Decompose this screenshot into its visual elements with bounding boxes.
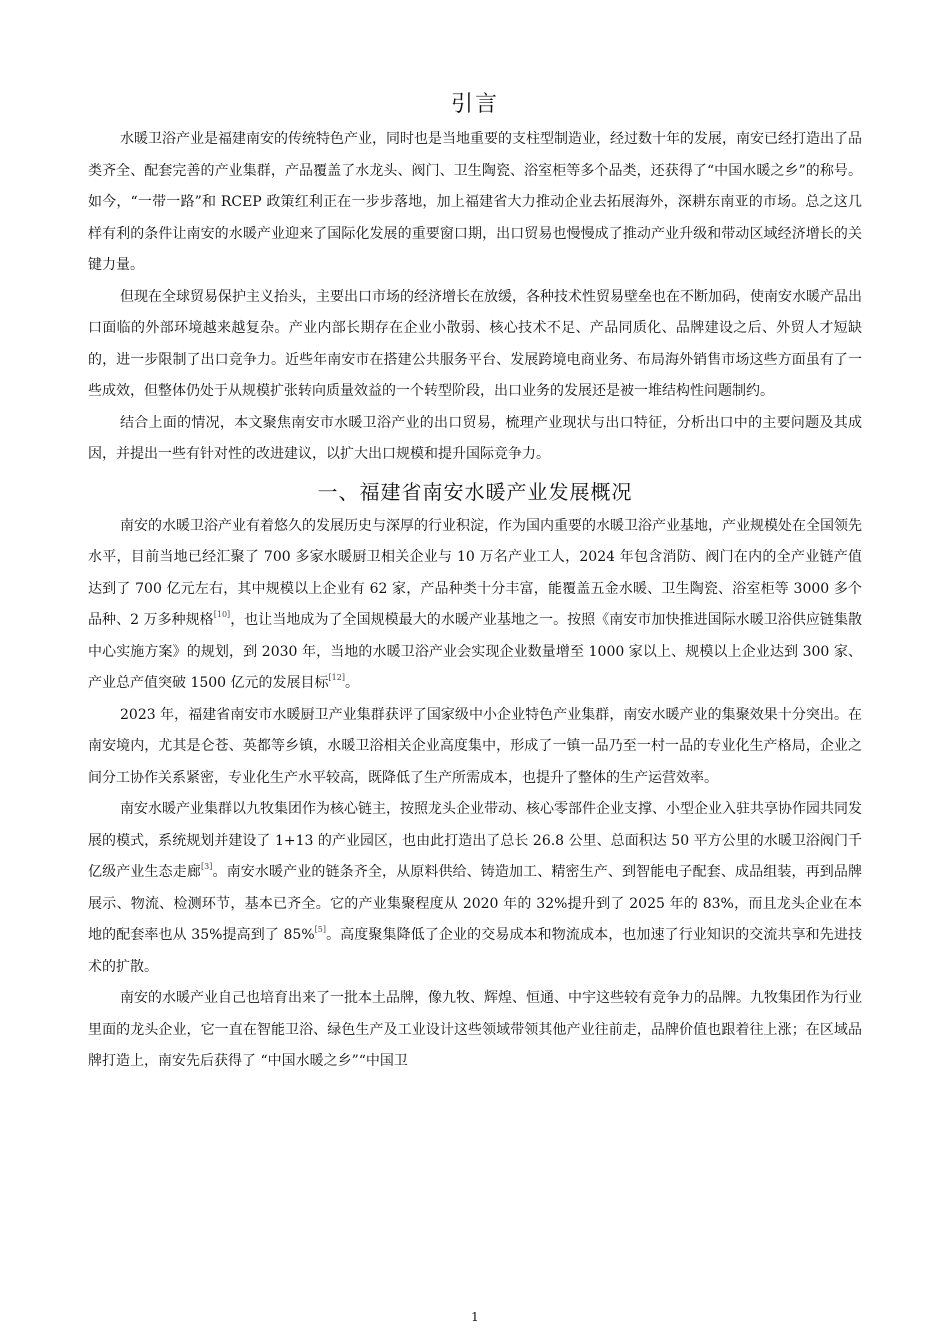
paragraph-text: 南安水暖产业集群以九牧集团作为核心链主，按照龙头企业带动、核心零部件企业支撑、小型企业入驻共享协作园共同发展的模式，系统规划并建设了 1+13 的产业园区，也由此打造出了总长 26.8 公里、总面积达 50 平方公里的水暖卫浴阀门千亿级产业生态走廊 xyxy=(88,801,862,880)
page-content xyxy=(88,86,862,1078)
paragraph-text: 。南安水暖产业的链条齐全，从原料供给、铸造加工、精密生产、到智能电子配套、成品组装，再到品牌展示、物流、检测环节，基本已齐全。它的产业集聚程度从 2020 年的 32%提升到了 2025 年的 83%，而且龙头企业在本地的配套率也从 35%提高到了 85% xyxy=(88,864,863,943)
paragraph-text: ，也让当地成为了全国规模最大的水暖产业基地之一。按照《南安市加快推进国际水暖卫浴供应链集散中心实施方案》的规划，到 2030 年，当地的水暖卫浴产业会实现企业数量增至 1000 家以上、规模以上企业达到 300 家、产业总产值突破 1500 亿元的发展目标 xyxy=(88,612,863,691)
citation-ref: [10] xyxy=(213,610,231,619)
citation-ref: [5] xyxy=(314,925,326,934)
section-1-paragraph-2: 2023 年，福建省南安市水暖厨卫产业集群获评了国家级中小企业特色产业集群，南安水暖产业的集聚效果十分突出。在南安境内，尤其是仑苍、英都等乡镇，水暖卫浴相关企业高度集中，形成了一镇一品乃至一村一品的专业化生产格局，企业之间分工协作关系紧密，专业化生产水平较高，既降低了生产所需成本，也提升了整体的生产运营效率。 xyxy=(88,706,862,786)
paragraph-text: 。高度聚集降低了企业的交易成本和物流成本，也加速了行业知识的交流共享和先进技术的扩散。 xyxy=(88,927,862,975)
paragraph-text: 。 xyxy=(344,675,359,691)
intro-paragraph-2: 但现在全球贸易保护主义抬头，主要出口市场的经济增长在放缓，各种技术性贸易壁垒也在不断加码，使南安水暖产品出口面临的外部环境越来越复杂。产业内部长期存在企业小散弱、核心技术不足、产品同质化、品牌建设之后、外贸人才短缺的，进一步限制了出口竞争力。近些年南安市在搭建公共服务平台、发展跨境电商业务、布局海外销售市场这些方面虽有了一些成效，但整体仍处于从规模扩张转向质量效益的一个转型阶段，出口业务的发展还是被一堆结构性问题制约。 xyxy=(88,288,862,399)
citation-ref: [12] xyxy=(328,673,345,682)
section-1-paragraph-1 xyxy=(88,511,862,700)
citation-ref: [3] xyxy=(201,862,213,871)
section-1-paragraph-4: 南安的水暖产业自己也培育出来了一批本土品牌，像九牧、辉煌、恒通、中宇这些较有竞争力的品牌。九牧集团作为行业里面的龙头企业，它一直在智能卫浴、绿色生产及工业设计这些领域带领其他产业往前走，品牌价值也跟着往上涨；在区域品牌打造上，南安先后获得了 “中国水暖之乡”“中国卫 xyxy=(88,990,862,1069)
paragraph-text: 南安的水暖卫浴产业有着悠久的发展历史与深厚的行业积淀，作为国内重要的水暖卫浴产业基地，产业规模处在全国领先水平，目前当地已经汇聚了 700 多家水暖厨卫相关企业与 10 万名产业工人，2024 年包含消防、阀门在内的全产业链产值达到了 700 亿元左右，其中规模以上企业有 62 家，产品种类十分丰富，能覆盖五金水暖、卫生陶瓷、浴室柜等 3000 多个品种、2 万多种规格 xyxy=(88,517,862,628)
section-1-title: 一、福建省南安水暖产业发展概况 xyxy=(317,479,633,504)
intro-paragraph-3: 结合上面的情况，本文聚焦南安市水暖卫浴产业的出口贸易，梳理产业现状与出口特征，分析出口中的主要问题及其成因，并提出一些有针对性的改进建议，以扩大出口规模和提升国际竞争力。 xyxy=(88,414,862,462)
intro-title: 引言 xyxy=(450,92,499,117)
section-1-paragraph-3 xyxy=(88,794,862,983)
intro-paragraph-1: 水暖卫浴产业是福建南安的传统特色产业，同时也是当地重要的支柱型制造业，经过数十年的发展，南安已经打造出了品类齐全、配套完善的产业集群，产品覆盖了水龙头、阀门、卫生陶瓷、浴室柜等多个品类，还获得了“中国水暖之乡”的称号。如今，“一带一路”和 RCEP 政策红利正在一步步落地，加上福建省大力推动企业去拓展海外，深耕东南亚的市场。总之这几样有利的条件让南安的水暖产业迎来了国际化发展的重要窗口期，出口贸易也慢慢成了推动产业升级和带动区域经济增长的关键力量。 xyxy=(88,131,862,273)
page-number: 1 xyxy=(471,1310,479,1324)
